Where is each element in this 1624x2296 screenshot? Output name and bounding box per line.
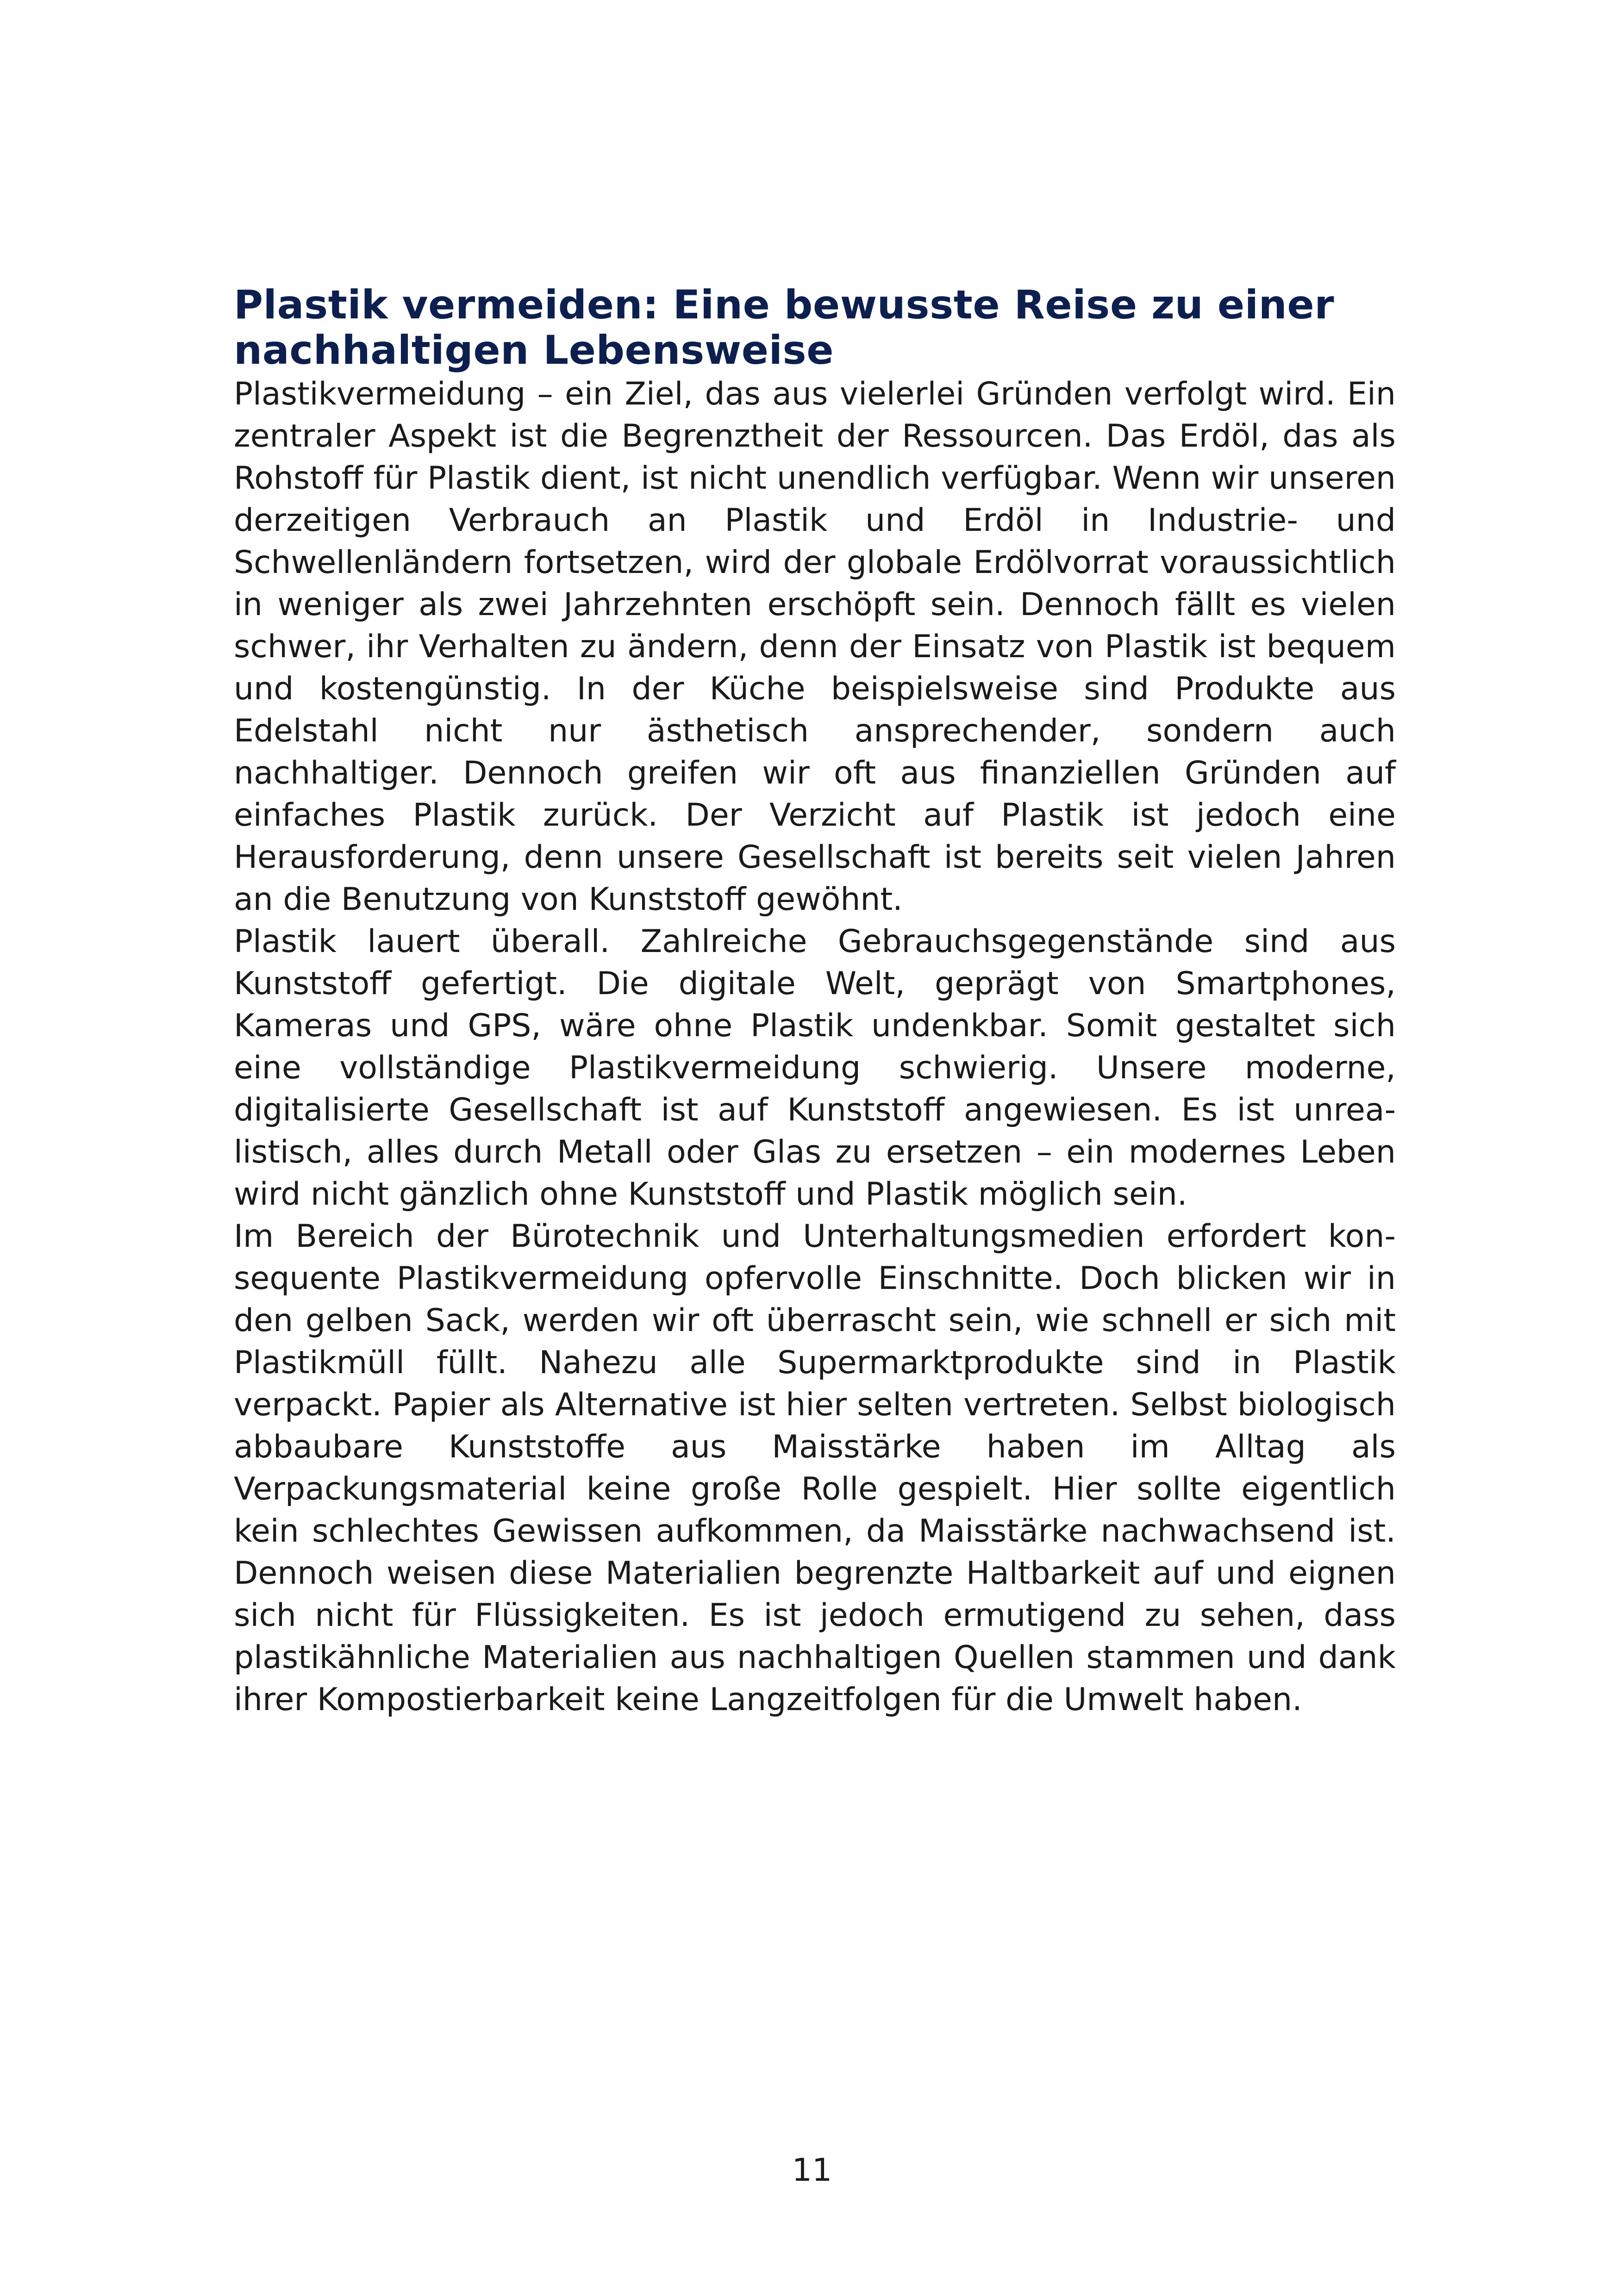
paragraph-2: Plastik lauert überall. Zahlreiche Gebrauchsgegenstände sind aus Kunststoff gefertigt. Die digitale Welt, geprägt von Smartphones, Kameras und GPS, wäre ohne Plastik undenkbar. Somit gestaltet sich eine vollständige Plastikvermeidung schwierig. Unsere moderne, digitalisierte Gesellschaft ist auf Kunststoff angewiesen. Es ist unrealistisch, alles durch Metall oder Glas zu ersetzen – ein modernes Leben wird nicht gänzlich ohne Kunststoff und Plastik möglich sein.	[234, 923, 1396, 1213]
page-number: 11	[792, 2152, 832, 2189]
paragraph-1: Plastikvermeidung – ein Ziel, das aus vielerlei Gründen verfolgt wird. Ein zentraler Aspekt ist die Begrenztheit der Ressourcen. Das Erdöl, das als Rohstoff für Plastik dient, ist nicht unendlich verfügbar. Wenn wir unseren derzeitigen Verbrauch an Plastik und Erdöl in Industrie- und Schwellenländern fortsetzen, wird der globale Erdölvorrat voraussichtlich in weniger als zwei Jahrzehnten erschöpft sein. Dennoch fällt es vielen schwer, ihr Verhalten zu ändern, denn der Einsatz von Plastik ist bequem und kostengünstig. In der Küche beispielsweise sind Produkte aus Edelstahl nicht nur ästhetisch ansprechender, sondern auch nachhaltiger. Dennoch greifen wir oft aus finanziellen Gründen auf einfaches Plastik zurück. Der Verzicht auf Plastik ist jedoch eine Herausforderung, denn unsere Gesellschaft ist bereits seit vielen Jahren an die Benutzung von Kunststoff gewöhnt.	[234, 376, 1396, 918]
paragraph-3: Im Bereich der Bürotechnik und Unterhaltungsmedien erfordert konsequente Plastikvermeidung opfervolle Einschnitte. Doch blicken wir in den gelben Sack, werden wir oft überrascht sein, wie schnell er sich mit Plastikmüll füllt. Nahezu alle Supermarktprodukte sind in Plastik verpackt. Papier als Alternative ist hier selten vertreten. Selbst biologisch abbaubare Kunststoffe aus Maisstärke haben im Alltag als Verpackungsmaterial keine große Rolle gespielt. Hier sollte eigentlich kein schlechtes Gewissen aufkommen, da Maisstärke nachwachsend ist. Dennoch weisen diese Materialien begrenzte Haltbarkeit auf und eignen sich nicht für Flüssigkeiten. Es ist jedoch ermutigend zu sehen, dass plastikähnliche Materialien aus nachhaltigen Quellen stammen und dank ihrer Kompostierbarkeit keine Langzeitfolgen für die Umwelt haben.	[234, 1218, 1396, 1718]
page-content	[234, 282, 1396, 1721]
page-title: Plastik vermeiden: Eine bewusste Reise zu einer nachhaltigen Lebensweise	[234, 282, 1335, 373]
